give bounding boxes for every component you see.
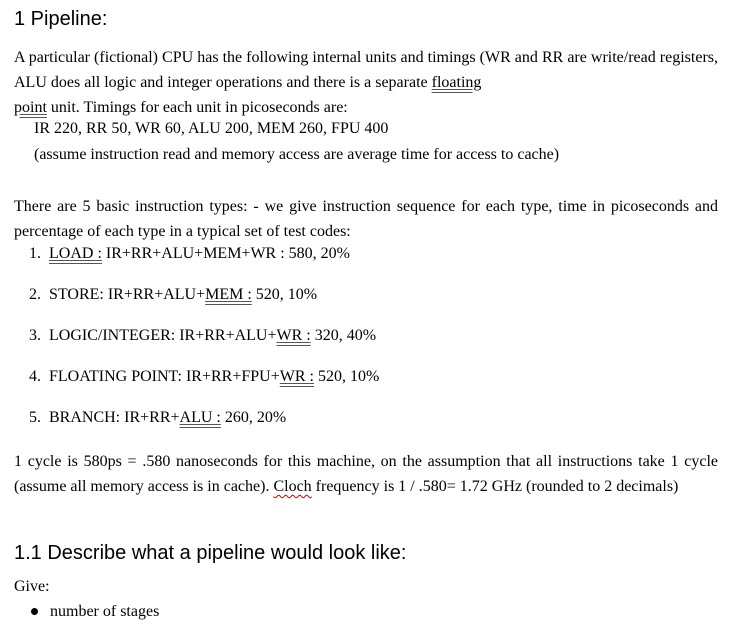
- cycle-text-1: 1 cycle is 580ps = .580 nanoseconds for this machine, on the assumption that all instructions take 1 cycle (assume all memory access is in cache).: [14, 453, 718, 495]
- instruction-underlined: LOAD :: [49, 245, 102, 262]
- cycle-paragraph: [14, 449, 718, 499]
- intro-text-2: unit. Timings for each unit in picoseconds are:: [46, 99, 348, 116]
- intro-text-1: A particular (fictional) CPU has the following internal units and timings (WR and RR are write/read registers, ALU does all logic and integer operations and there is a separate: [14, 49, 718, 91]
- timings-line: IR 220, RR 50, WR 60, ALU 200, MEM 260, FPU 400: [34, 120, 389, 137]
- bullet-item-stages: number of stages: [50, 603, 160, 620]
- assume-line: (assume instruction read and memory access are average time for access to cache): [34, 146, 560, 163]
- instruction-underlined: ALU :: [179, 409, 221, 426]
- instruction-item-4: 4. FLOATING POINT: IR+RR+FPU+WR : 520, 10%: [29, 368, 380, 385]
- instruction-item-5: 5. BRANCH: IR+RR+ALU : 260, 20%: [29, 409, 287, 426]
- instruction-underlined: MEM :: [205, 286, 252, 303]
- cycle-text-2: frequency is 1 / .580= 1.72 GHz (rounded to 2 decimals): [311, 478, 679, 495]
- bullet-dot: [31, 608, 38, 615]
- instruction-item-2: 2. STORE: IR+RR+ALU+MEM : 520, 10%: [29, 286, 318, 303]
- heading-pipeline: 1 Pipeline:: [14, 8, 108, 30]
- instruction-item-3: 3. LOGIC/INTEGER: IR+RR+ALU+WR : 320, 40%: [29, 327, 377, 344]
- intro-paragraph: [14, 45, 718, 120]
- instruction-underlined: WR :: [276, 327, 311, 344]
- cycle-cloch: Cloch: [273, 478, 312, 495]
- types-intro-paragraph: There are 5 basic instruction types: - we give instruction sequence for each type, time in picoseconds and percentage of each type in a typical set of test codes:: [14, 198, 718, 240]
- heading-describe-pipeline: 1.1 Describe what a pipeline would look like:: [14, 542, 407, 564]
- give-label: Give:: [14, 578, 50, 595]
- instruction-item-1: 1. LOAD : IR+RR+ALU+MEM+WR : 580, 20%: [29, 245, 350, 262]
- intro-floating: floating: [431, 74, 482, 91]
- instruction-underlined: WR :: [279, 368, 314, 385]
- intro-point: point: [14, 99, 47, 116]
